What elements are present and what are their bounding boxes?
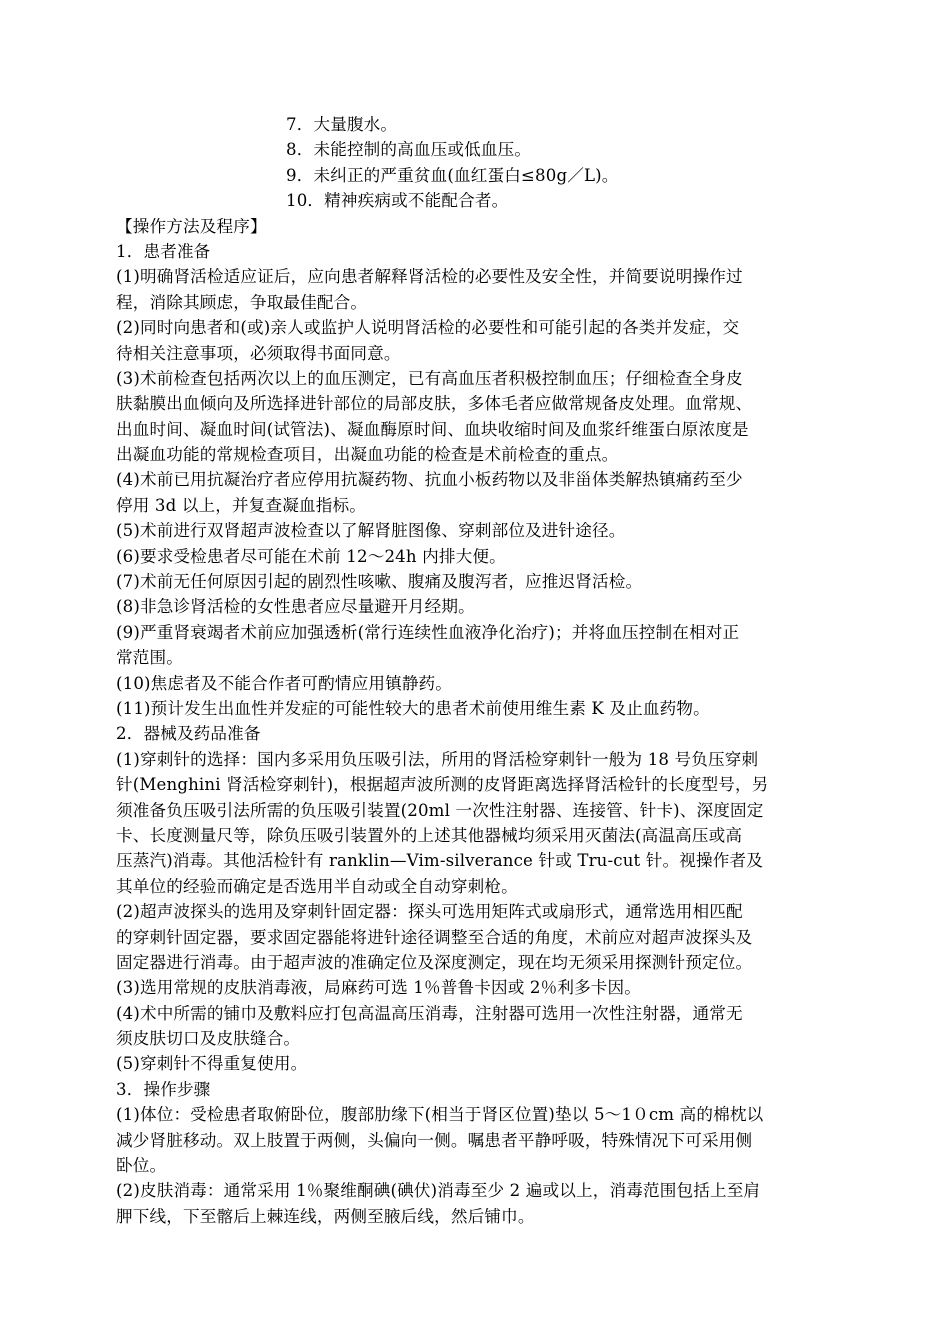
paragraph-line: 胛下线，下至髂后上棘连线，两侧至腋后线，然后铺巾。 — [116, 1206, 535, 1226]
paragraph-line: (3)术前检查包括两次以上的血压测定，已有高血压者积极控制血压；仔细检查全身皮 — [116, 368, 743, 388]
paragraph-line: (2)超声波探头的选用及穿刺针固定器：探头可选用矩阵式或扇形式，通常选用相匹配 — [116, 902, 743, 922]
paragraph-line: (10)焦虑者及不能合作者可酌情应用镇静药。 — [116, 673, 453, 693]
paragraph-line: (5)术前进行双肾超声波检查以了解肾脏图像、穿刺部位及进针途径。 — [116, 521, 626, 541]
paragraph-line: (4)术中所需的铺巾及敷料应打包高温高压消毒，注射器可选用一次性注射器，通常无 — [116, 1003, 743, 1023]
list-item: 10．精神疾病或不能配合者。 — [286, 191, 509, 211]
paragraph-line: 卡、长度测量尺等，除负压吸引装置外的上述其他器械均须采用灭菌法(高温高压或高 — [116, 825, 743, 845]
paragraph-line: (8)非急诊肾活检的女性患者应尽量避开月经期。 — [116, 597, 475, 617]
paragraph-line: (9)严重肾衰竭者术前应加强透析(常行连续性血液净化治疗)；并将血压控制在相对正 — [116, 622, 740, 642]
paragraph-line: 卧位。 — [116, 1156, 167, 1176]
subsection-heading: 1．患者准备 — [116, 241, 211, 261]
paragraph-line: 出凝血功能的常规检查项目，出凝血功能的检查是术前检查的重点。 — [116, 445, 619, 465]
paragraph-line: 固定器进行消毒。由于超声波的准确定位及深度测定，现在均无须采用探测针预定位。 — [116, 952, 753, 972]
paragraph-line: (2)皮肤消毒：通常采用 1％聚维酮碘(碘伏)消毒至少 2 遍或以上，消毒范围包括上至肩 — [116, 1181, 761, 1201]
paragraph-line: 常范围。 — [116, 648, 183, 668]
paragraph-line: (11)预计发生出血性并发症的可能性较大的患者术前使用维生素 K 及止血药物。 — [116, 698, 710, 718]
document-body — [116, 112, 838, 1229]
subsection-heading: 2．器械及药品准备 — [116, 724, 261, 744]
paragraph-line: 须皮肤切口及皮肤缝合。 — [116, 1029, 301, 1049]
patient-prep-section — [116, 239, 838, 721]
contraindications-list — [116, 112, 838, 214]
subsection-heading: 3．操作步骤 — [116, 1079, 211, 1099]
paragraph-line: 程，消除其顾虑，争取最佳配合。 — [116, 292, 368, 312]
paragraph-line: 其单位的经验而确定是否选用半自动或全自动穿刺枪。 — [116, 876, 518, 896]
paragraph-line: 待相关注意事项，必须取得书面同意。 — [116, 343, 401, 363]
paragraph-line: 压蒸汽)消毒。其他活检针有 ranklin—Vim-silverance 针或 Tru-cut 针。视操作者及 — [116, 851, 763, 871]
section-heading: 【操作方法及程序】 — [116, 216, 267, 236]
paragraph-line: (1)明确肾活检适应证后，应向患者解释肾活检的必要性及安全性，并简要说明操作过 — [116, 267, 743, 287]
paragraph-line: 须准备负压吸引法所需的负压吸引装置(20ml 一次性注射器、连接管、针卡)、深度固定 — [116, 800, 764, 820]
equipment-prep-section — [116, 721, 838, 1076]
paragraph-line: 停用 3d 以上，并复查凝血指标。 — [116, 495, 366, 515]
paragraph-line: (5)穿刺针不得重复使用。 — [116, 1054, 308, 1074]
list-item: 7．大量腹水。 — [286, 115, 398, 134]
paragraph-line: 减少肾脏移动。双上肢置于两侧，头偏向一侧。嘱患者平静呼吸，特殊情况下可采用侧 — [116, 1130, 753, 1150]
paragraph-line: 的穿刺针固定器，要求固定器能将进针途径调整至合适的角度，术前应对超声波探头及 — [116, 927, 753, 947]
paragraph-line: (1)体位：受检患者取俯卧位，腹部肋缘下(相当于肾区位置)垫以 5～1０cm 高的棉枕以 — [116, 1105, 764, 1125]
paragraph-line: (4)术前已用抗凝治疗者应停用抗凝药物、抗血小板药物以及非甾体类解热镇痛药至少 — [116, 470, 743, 490]
paragraph-line: (1)穿刺针的选择：国内多采用负压吸引法，所用的肾活检穿刺针一般为 18 号负压穿刺 — [116, 749, 759, 769]
paragraph-line: 肤黏膜出血倾向及所选择进针部位的局部皮肤，多体毛者应做常规备皮处理。血常规、 — [116, 394, 753, 414]
paragraph-line: 出血时间、凝血时间(试管法)、凝血酶原时间、血块收缩时间及血浆纤维蛋白原浓度是 — [116, 419, 749, 439]
procedure-steps-section — [116, 1077, 838, 1229]
paragraph-line: (2)同时向患者和(或)亲人或监护人说明肾活检的必要性和可能引起的各类并发症，交 — [116, 318, 740, 338]
list-item: 8．未能控制的高血压或低血压。 — [286, 140, 532, 160]
paragraph-line: 针(Menghini 肾活检穿刺针)，根据超声波所测的皮肾距离选择肾活检针的长度型号，另 — [116, 775, 769, 795]
paragraph-line: (7)术前无任何原因引起的剧烈性咳嗽、腹痛及腹泻者，应推迟肾活检。 — [116, 572, 643, 592]
paragraph-line: (3)选用常规的皮肤消毒液，局麻药可选 1％普鲁卡因或 2％利多卡因。 — [116, 978, 642, 998]
list-item: 9．未纠正的严重贫血(血红蛋白≤80g／L)。 — [286, 165, 619, 185]
paragraph-line: (6)要求受检患者尽可能在术前 12～24h 内排大便。 — [116, 546, 506, 566]
